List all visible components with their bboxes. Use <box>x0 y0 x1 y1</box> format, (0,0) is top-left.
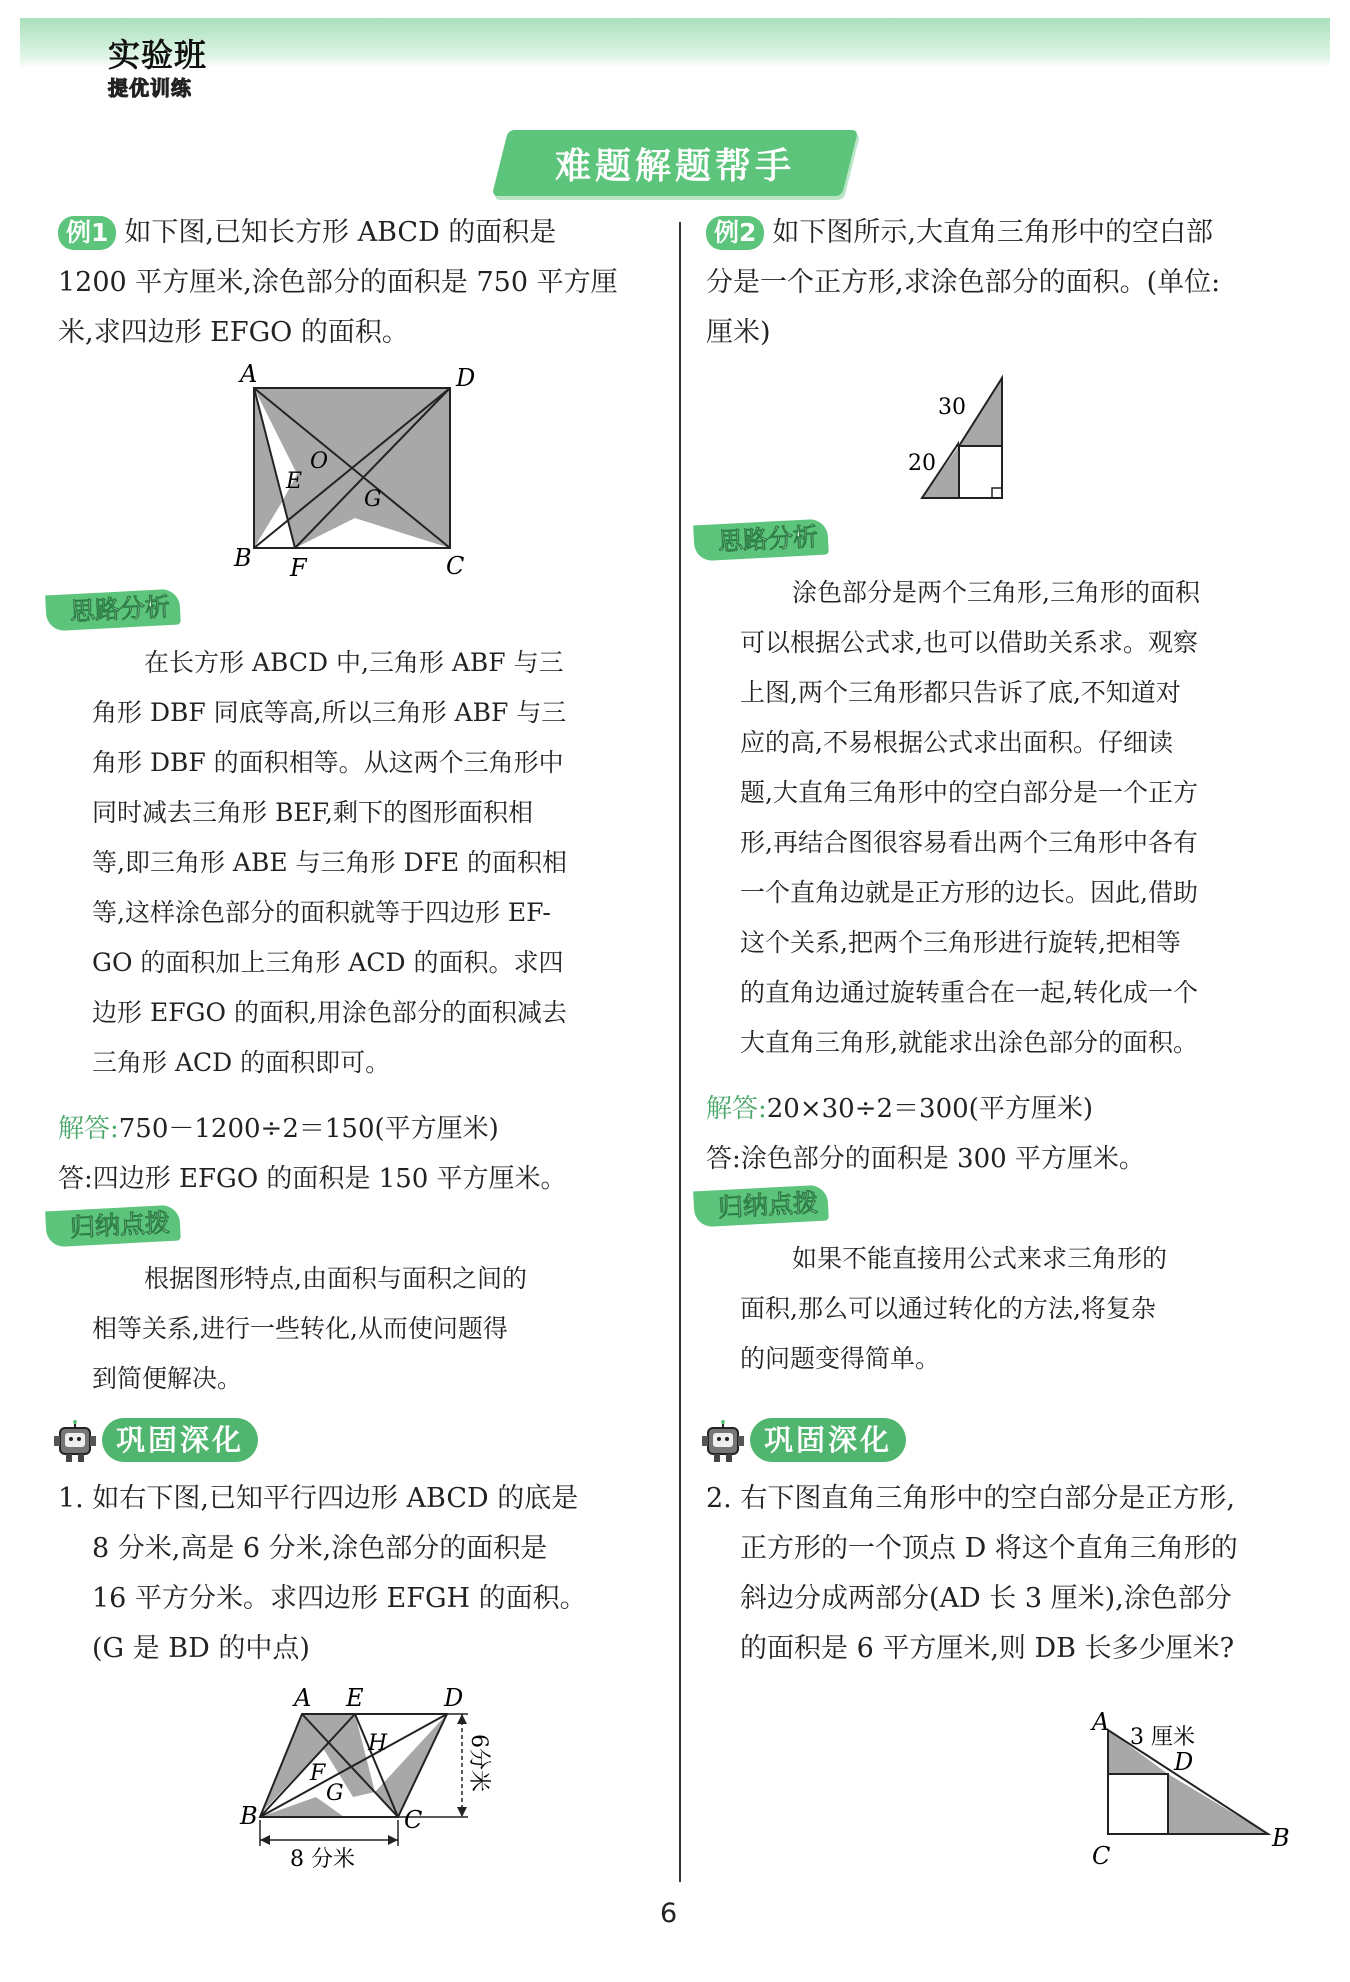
brand-subtitle: 提优训练 <box>108 76 192 100</box>
figure-parallelogram-abcd <box>58 1684 654 1904</box>
right-column <box>706 208 1296 1874</box>
robot-icon <box>700 1420 746 1464</box>
answer-text-left: 答:四边形 EFGO 的面积是 150 平方厘米。 <box>58 1164 567 1194</box>
page-number: 6 <box>660 1898 678 1929</box>
analysis-tag-left: 思路分析 <box>46 592 180 636</box>
fig2-label-30: 30 <box>938 395 966 420</box>
banner-title: 难题解题帮手 <box>554 146 795 187</box>
example1-line-3: 米,求四边形 EFGO 的面积。 <box>58 317 409 348</box>
practice-title-right: 巩固深化 <box>750 1418 906 1462</box>
q2-line-2: 正方形的一个顶点 D 将这个直角三角形的 <box>740 1533 1238 1564</box>
fig3-label-b: B <box>240 1802 258 1830</box>
analysis-left: 在长方形 ABCD 中,三角形 ABF 与三 角形 DBF 同底等高,所以三角形 ABF 与三 角形 DBF 的面积相等。从这两个三角形中 同时减去三角形 BEF,剩下的图形面积相 等,即三角形 ABE 与三角形 DFE 的面积相 等,这样涂色部分的面积就等于四边形 EF- GO 的面积加上三角形 ACD 的面积。求四 边形 EFGO 的面积,用涂色部分的面积减去 三角形 ACD 的面积即可。 <box>92 648 568 1077</box>
answer-text-right: 答:涂色部分的面积是 300 平方厘米。 <box>706 1144 1145 1174</box>
fig1-label-a: A <box>240 360 258 388</box>
example1-line-1: 例1 如下图,已知长方形 ABCD 的面积是 <box>58 208 654 258</box>
practice-header-left <box>52 1414 654 1470</box>
fig3-base-label: 8 分米 <box>290 1847 355 1872</box>
fig3-label-d: D <box>444 1684 464 1712</box>
brand-title: 实验班 <box>108 36 208 74</box>
analysis-right: 涂色部分是两个三角形,三角形的面积 可以根据公式求,也可以借助关系求。观察 上图,两个三角形都只告诉了底,不知道对 应的高,不易根据公式求出面积。仔细读 题,大直角三角形中的空白部分是一个正方 形,再结合图很容易看出两个三角形中各有 一个直角边就是正方形的边长。因此,借助 这个关系,把两个三角形进行旋转,把相等 的直角边通过旋转重合在一起,转化成一个 大直角三角形,就能求出涂色部分的面积。 <box>740 578 1200 1057</box>
fig4-label-len: 3 厘米 <box>1130 1725 1195 1750</box>
answer-right: 解答:20×30÷2＝300(平方厘米) <box>706 1094 1093 1124</box>
q2-line-3: 斜边分成两部分(AD 长 3 厘米),涂色部分 <box>740 1583 1232 1614</box>
fig1-label-d: D <box>456 364 476 392</box>
example1-line-2: 1200 平方厘米,涂色部分的面积是 750 平方厘 <box>58 267 618 298</box>
fig3-label-e: E <box>346 1684 364 1712</box>
fig1-label-f: F <box>290 554 307 582</box>
fig3-label-h: H <box>368 1731 388 1756</box>
figure-triangle-square <box>706 1684 1296 1874</box>
fig1-label-g: G <box>364 487 382 512</box>
q1-line-2: 8 分米,高是 6 分米,涂色部分的面积是 <box>92 1533 548 1564</box>
brand-logo <box>108 30 207 101</box>
summary-right: 如果不能直接用公式来求三角形的 面积,那么可以通过转化的方法,将复杂 的问题变得简单。 <box>740 1244 1168 1373</box>
q2-line-1: 2. 右下图直角三角形中的空白部分是正方形, <box>706 1483 1235 1514</box>
fig4-label-c: C <box>1092 1842 1111 1870</box>
q1-line-4: (G 是 BD 的中点) <box>92 1633 310 1664</box>
example2-line-2: 分是一个正方形,求涂色部分的面积。(单位: <box>706 267 1221 298</box>
answer-left: 解答:750－1200÷2＝150(平方厘米) <box>58 1114 499 1144</box>
summary-left: 根据图形特点,由面积与面积之间的 相等关系,进行一些转化,从而使问题得 到简便解决。 <box>92 1264 527 1393</box>
fig4-label-b: B <box>1272 1824 1290 1852</box>
robot-icon <box>52 1420 98 1464</box>
q1-line-1: 1. 如右下图,已知平行四边形 ABCD 的底是 <box>58 1483 579 1514</box>
example2-line-3: 厘米) <box>706 317 771 348</box>
q2-line-4: 的面积是 6 平方厘米,则 DB 长多少厘米? <box>740 1633 1235 1664</box>
practice-title-left: 巩固深化 <box>102 1418 258 1462</box>
fig4-label-d: D <box>1174 1748 1194 1776</box>
section-banner <box>500 130 850 196</box>
example1-label: 例1 <box>58 216 116 250</box>
summary-tag-right: 归纳点拨 <box>694 1188 828 1232</box>
figure-rectangle-abcd <box>58 358 654 588</box>
fig3-label-f: F <box>310 1761 326 1786</box>
summary-tag-left: 归纳点拨 <box>46 1208 180 1252</box>
example2-label: 例2 <box>706 216 764 250</box>
analysis-tag-right: 思路分析 <box>694 522 828 566</box>
fig3-label-g: G <box>326 1781 344 1806</box>
fig1-label-c: C <box>446 552 465 580</box>
example2-line-1: 例2 如下图所示,大直角三角形中的空白部 <box>706 208 1296 258</box>
fig2-label-20: 20 <box>908 451 936 476</box>
fig4-label-a: A <box>1092 1708 1110 1736</box>
left-column <box>58 208 654 1904</box>
fig3-height-label: 6分米 <box>466 1734 491 1792</box>
fig1-label-b: B <box>234 544 252 572</box>
q1-line-3: 16 平方分米。求四边形 EFGH 的面积。 <box>92 1583 587 1614</box>
fig1-label-e: E <box>286 469 303 494</box>
practice-header-right <box>700 1414 1296 1470</box>
fig3-label-a: A <box>294 1684 312 1712</box>
figure-right-triangle <box>706 358 1296 518</box>
column-divider <box>679 222 681 1882</box>
fig1-label-o: O <box>310 449 329 474</box>
top-band <box>20 18 1330 68</box>
fig3-label-c: C <box>404 1806 423 1834</box>
